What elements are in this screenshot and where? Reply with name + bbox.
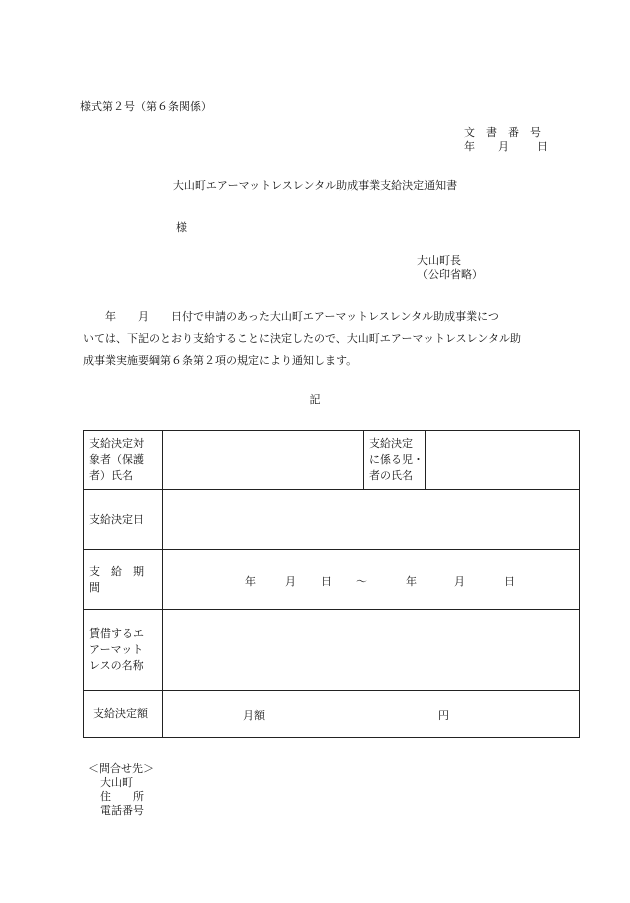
sender-block xyxy=(417,254,483,282)
period-end-day: 日 xyxy=(504,574,515,588)
amount-label: 支給決定額 xyxy=(84,691,163,738)
contact-heading: ＜問合せ先＞ xyxy=(88,762,154,775)
label-line: に係る児・ xyxy=(369,453,424,466)
recipient-guardian-label xyxy=(84,431,163,490)
mattress-name-field[interactable] xyxy=(163,610,580,691)
decision-table xyxy=(83,430,580,738)
table-row xyxy=(84,490,580,550)
contact-phone-label: 電話番号 xyxy=(100,804,144,817)
contact-org: 大山町 xyxy=(100,776,133,789)
table-row xyxy=(84,431,580,490)
body-line: 年 月 日付で申請のあった大山町エアーマットレスレンタル助成事業につ xyxy=(83,310,499,323)
amount-field[interactable] xyxy=(163,691,580,738)
monthly-label: 月額 xyxy=(243,709,265,722)
contact-block xyxy=(88,762,154,818)
document-number-block xyxy=(464,126,548,154)
notice-body xyxy=(83,306,551,372)
date-year: 年 xyxy=(464,140,475,153)
seal-note: （公印省略） xyxy=(417,268,483,281)
date-day: 日 xyxy=(537,140,548,153)
date-month: 月 xyxy=(498,140,509,153)
period-start-day: 日 xyxy=(321,574,332,588)
period-start-month: 月 xyxy=(285,574,296,588)
body-line: 成事業実施要綱第６条第２項の規定により通知します。 xyxy=(83,354,358,367)
sender-name: 大山町長 xyxy=(417,254,461,267)
table-row xyxy=(84,550,580,610)
document-title: 大山町エアーマットレスレンタル助成事業支給決定通知書 xyxy=(172,179,458,192)
period-end-month: 月 xyxy=(454,574,465,588)
child-name-field[interactable] xyxy=(426,431,580,490)
period-start-year: 年 xyxy=(245,574,256,588)
recipient-suffix: 様 xyxy=(176,221,187,234)
label-line: 者）氏名 xyxy=(89,469,133,482)
label-line: レスの名称 xyxy=(89,659,144,672)
recipient-guardian-name-field[interactable] xyxy=(163,431,364,490)
label-line: 賃借するエ xyxy=(89,627,144,640)
period-end-year: 年 xyxy=(406,574,417,588)
period-tilde: ～ xyxy=(356,574,367,588)
label-line: アーマット xyxy=(89,643,144,656)
label-line: 支給決定 xyxy=(369,437,413,450)
table-row xyxy=(84,610,580,691)
ki-heading: 記 xyxy=(309,393,321,406)
contact-address-label: 住 所 xyxy=(100,790,144,803)
label-line: 支給決定対 xyxy=(89,437,144,450)
issue-date xyxy=(464,140,548,154)
period-field[interactable] xyxy=(163,550,580,610)
decision-date-field[interactable] xyxy=(163,490,580,550)
yen-label: 円 xyxy=(438,709,449,722)
child-name-label xyxy=(364,431,426,490)
document-number-label: 文 書 番 号 xyxy=(464,126,541,139)
decision-date-label: 支給決定日 xyxy=(84,490,163,550)
form-number: 様式第２号（第６条関係） xyxy=(80,100,212,113)
body-line: いては、下記のとおり支給することに決定したので、大山町エアーマットレスレンタル助 xyxy=(83,332,521,345)
table-row xyxy=(84,691,580,738)
label-line: 者の氏名 xyxy=(369,469,413,482)
label-line: 象者（保護 xyxy=(89,453,144,466)
period-label: 支 給 期 間 xyxy=(84,550,163,610)
mattress-name-label xyxy=(84,610,163,691)
